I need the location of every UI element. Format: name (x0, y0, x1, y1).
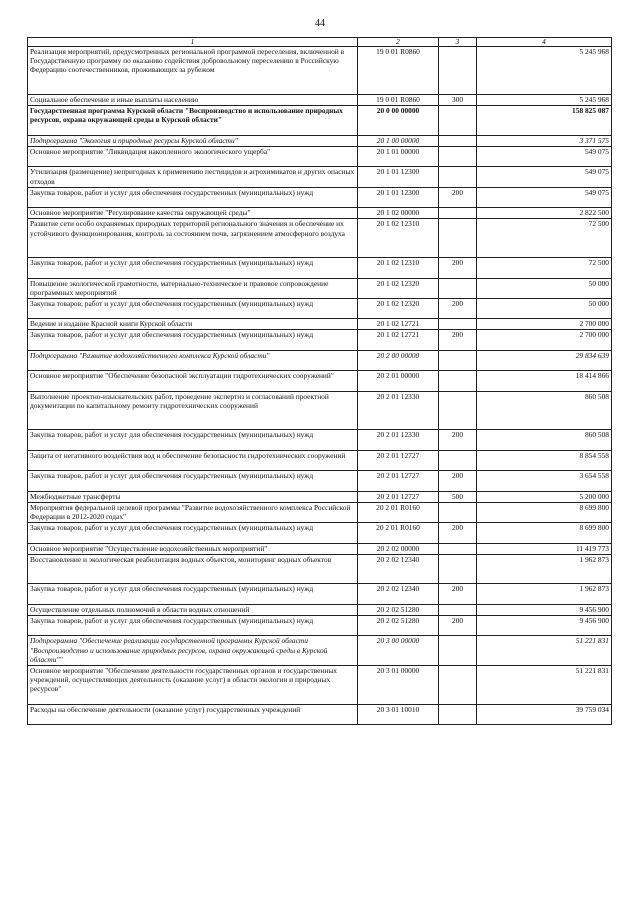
header-code: 2 (358, 38, 439, 47)
row-kind-cell (439, 604, 477, 615)
table-row (28, 502, 612, 522)
row-name-cell: Расходы на обеспечение деятельности (оказание услуг) государственных учреждений (28, 704, 358, 724)
row-sum-cell: 3 371 575 (477, 135, 612, 146)
table-row (28, 391, 612, 430)
row-code-cell: 20 3 01 00000 (358, 665, 439, 704)
row-code-cell: 20 2 01 R0160 (358, 502, 439, 522)
row-code-cell: 20 2 01 00000 (358, 371, 439, 391)
table-header-row (28, 38, 612, 47)
table-row (28, 371, 612, 391)
table-row (28, 491, 612, 502)
table-row (28, 146, 612, 166)
row-sum-cell: 8 699 800 (477, 502, 612, 522)
row-sum-cell: 51 221 831 (477, 636, 612, 666)
row-sum-cell: 5 200 000 (477, 491, 612, 502)
row-name-cell: Закупка товаров, работ и услуг для обеспечения государственных (муниципальных) нужд (28, 298, 358, 318)
row-code-cell: 19 0 01 R0860 (358, 47, 439, 95)
row-kind-cell (439, 106, 477, 136)
row-code-cell: 20 2 01 12330 (358, 430, 439, 450)
table-row (28, 208, 612, 219)
header-name: 1 (28, 38, 358, 47)
row-sum-cell: 860 508 (477, 430, 612, 450)
row-kind-cell (439, 636, 477, 666)
row-sum-cell: 2 700 000 (477, 319, 612, 330)
row-sum-cell: 549 075 (477, 187, 612, 207)
table-row (28, 604, 612, 615)
row-kind-cell: 200 (439, 615, 477, 635)
row-name-cell: Повышение экологической грамотности, материально-техническое и правовое сопровождение программных мероприятий (28, 278, 358, 298)
row-name-cell: Подпрограмма "Развитие водохозяйственного комплекса Курской области" (28, 350, 358, 370)
row-kind-cell: 200 (439, 471, 477, 491)
row-name-cell: Закупка товаров, работ и услуг для обеспечения государственных (муниципальных) нужд (28, 430, 358, 450)
row-kind-cell: 200 (439, 258, 477, 278)
row-name-cell: Восстановление и экологическая реабилитация водных объектов, мониторинг водных объектов (28, 554, 358, 584)
row-code-cell: 20 1 02 00000 (358, 208, 439, 219)
row-name-cell: Закупка товаров, работ и услуг для обеспечения государственных (муниципальных) нужд (28, 615, 358, 635)
row-name-cell: Ведение и издание Красной книги Курской области (28, 319, 358, 330)
row-kind-cell (439, 371, 477, 391)
row-code-cell: 20 1 00 00000 (358, 135, 439, 146)
row-name-cell: Закупка товаров, работ и услуг для обеспечения государственных (муниципальных) нужд (28, 330, 358, 350)
row-sum-cell: 1 962 873 (477, 584, 612, 604)
row-sum-cell: 39 759 034 (477, 704, 612, 724)
row-sum-cell: 860 508 (477, 391, 612, 430)
row-code-cell: 20 2 01 12727 (358, 491, 439, 502)
row-code-cell: 20 3 00 00000 (358, 636, 439, 666)
row-name-cell: Государственная программа Курской области "Воспроизводство и использование природных ресурсов, охрана окружающей среды в Курской области" (28, 106, 358, 136)
budget-table (27, 37, 612, 725)
row-name-cell: Межбюджетные трансферты (28, 491, 358, 502)
row-code-cell: 20 2 01 R0160 (358, 523, 439, 543)
row-kind-cell: 300 (439, 95, 477, 106)
table-row (28, 167, 612, 187)
row-name-cell: Развитие сети особо охраняемых природных территорий регионального значения и обеспечение их устойчивого функционирования, контроль за состоянием почв, загрязнением атмосферного воздуха (28, 219, 358, 258)
table-row (28, 258, 612, 278)
row-kind-cell: 500 (439, 491, 477, 502)
row-code-cell: 20 1 02 12721 (358, 319, 439, 330)
row-name-cell: Основное мероприятие "Регулирование качества окружающей среды" (28, 208, 358, 219)
table-row (28, 135, 612, 146)
row-name-cell: Социальное обеспечение и иные выплаты населению (28, 95, 358, 106)
row-code-cell: 20 2 02 12340 (358, 554, 439, 584)
row-code-cell: 20 2 02 51280 (358, 615, 439, 635)
row-code-cell: 20 2 02 00000 (358, 543, 439, 554)
row-kind-cell: 200 (439, 187, 477, 207)
header-sum: 4 (477, 38, 612, 47)
row-kind-cell (439, 146, 477, 166)
table-row (28, 636, 612, 666)
row-sum-cell: 5 245 968 (477, 47, 612, 95)
table-row (28, 350, 612, 370)
row-kind-cell (439, 350, 477, 370)
row-kind-cell (439, 450, 477, 470)
row-sum-cell: 549 075 (477, 146, 612, 166)
row-code-cell: 19 0 01 R0860 (358, 95, 439, 106)
row-code-cell: 20 2 00 00000 (358, 350, 439, 370)
table-row (28, 278, 612, 298)
row-name-cell: Защита от негативного воздействия вод и обеспечение безопасности гидротехнических сооружений (28, 450, 358, 470)
row-name-cell: Закупка товаров, работ и услуг для обеспечения государственных (муниципальных) нужд (28, 584, 358, 604)
table-row (28, 704, 612, 724)
row-code-cell: 20 2 02 12340 (358, 584, 439, 604)
row-sum-cell: 2 822 500 (477, 208, 612, 219)
row-code-cell: 20 1 01 00000 (358, 146, 439, 166)
row-sum-cell: 9 456 900 (477, 604, 612, 615)
row-code-cell: 20 1 01 12300 (358, 187, 439, 207)
row-kind-cell (439, 665, 477, 704)
row-sum-cell: 8 699 800 (477, 523, 612, 543)
row-kind-cell (439, 208, 477, 219)
table-row (28, 554, 612, 584)
row-kind-cell (439, 502, 477, 522)
row-sum-cell: 3 654 558 (477, 471, 612, 491)
row-sum-cell: 9 456 900 (477, 615, 612, 635)
table-row (28, 584, 612, 604)
row-name-cell: Подпрограмма "Обеспечение реализации государственной программы Курской области "Воспроизводство и использование природных ресурсов, охрана окружающей среды в Курской области"" (28, 636, 358, 666)
table-row (28, 543, 612, 554)
row-kind-cell (439, 391, 477, 430)
row-kind-cell: 200 (439, 430, 477, 450)
row-sum-cell: 158 825 087 (477, 106, 612, 136)
table-row (28, 319, 612, 330)
table-row (28, 615, 612, 635)
row-sum-cell: 50 000 (477, 298, 612, 318)
row-code-cell: 20 2 01 12330 (358, 391, 439, 430)
row-code-cell: 20 1 02 12320 (358, 298, 439, 318)
page-number: 44 (315, 18, 325, 29)
row-kind-cell (439, 219, 477, 258)
row-sum-cell: 50 000 (477, 278, 612, 298)
row-code-cell: 20 2 01 12727 (358, 450, 439, 470)
row-code-cell: 20 1 02 12310 (358, 219, 439, 258)
row-code-cell: 20 0 00 00000 (358, 106, 439, 136)
row-sum-cell: 5 245 968 (477, 95, 612, 106)
table-row (28, 298, 612, 318)
row-kind-cell (439, 543, 477, 554)
table-row (28, 450, 612, 470)
row-name-cell: Мероприятия федеральной целевой программы "Развитие водохозяйственного комплекса Российской Федерации в 2012-2020 годах" (28, 502, 358, 522)
header-kind: 3 (439, 38, 477, 47)
table-row (28, 106, 612, 136)
row-kind-cell: 200 (439, 330, 477, 350)
row-sum-cell: 18 414 866 (477, 371, 612, 391)
row-name-cell: Закупка товаров, работ и услуг для обеспечения государственных (муниципальных) нужд (28, 258, 358, 278)
row-code-cell: 20 2 02 51280 (358, 604, 439, 615)
table-row (28, 665, 612, 704)
table-row (28, 330, 612, 350)
table-row (28, 430, 612, 450)
row-code-cell: 20 1 01 12300 (358, 167, 439, 187)
table-row (28, 187, 612, 207)
row-code-cell: 20 1 02 12310 (358, 258, 439, 278)
row-name-cell: Утилизация (размещение) непригодных к применению пестицидов и агрохимикатов и других опасных отходов (28, 167, 358, 187)
row-name-cell: Закупка товаров, работ и услуг для обеспечения государственных (муниципальных) нужд (28, 471, 358, 491)
row-code-cell: 20 1 02 12320 (358, 278, 439, 298)
row-kind-cell (439, 554, 477, 584)
row-code-cell: 20 1 02 12721 (358, 330, 439, 350)
row-name-cell: Закупка товаров, работ и услуг для обеспечения государственных (муниципальных) нужд (28, 523, 358, 543)
row-kind-cell (439, 167, 477, 187)
row-sum-cell: 72 500 (477, 219, 612, 258)
row-sum-cell: 8 854 558 (477, 450, 612, 470)
row-sum-cell: 1 962 873 (477, 554, 612, 584)
row-sum-cell: 29 834 639 (477, 350, 612, 370)
row-name-cell: Закупка товаров, работ и услуг для обеспечения государственных (муниципальных) нужд (28, 187, 358, 207)
table-row (28, 219, 612, 258)
table-row (28, 47, 612, 95)
row-kind-cell (439, 319, 477, 330)
row-name-cell: Реализация мероприятий, предусмотренных региональной программой переселения, включенной в Государственную программу по оказанию содействия добровольному переселению в Российскую Федерацию соотечественников, проживающих за рубежом (28, 47, 358, 95)
row-kind-cell: 200 (439, 523, 477, 543)
row-kind-cell (439, 704, 477, 724)
row-kind-cell (439, 47, 477, 95)
table-row (28, 471, 612, 491)
row-sum-cell: 549 075 (477, 167, 612, 187)
row-kind-cell: 200 (439, 298, 477, 318)
row-code-cell: 20 2 01 12727 (358, 471, 439, 491)
table-row (28, 523, 612, 543)
row-sum-cell: 51 221 831 (477, 665, 612, 704)
row-name-cell: Основное мероприятие "Ликвидация накопленного экологического ущерба" (28, 146, 358, 166)
row-name-cell: Выполнение проектно-изыскательских работ, проведение экспертиз и согласований проектной документации по капитальному ремонту гидротехнических сооружений (28, 391, 358, 430)
row-sum-cell: 72 500 (477, 258, 612, 278)
row-kind-cell (439, 278, 477, 298)
row-kind-cell: 200 (439, 584, 477, 604)
table-row (28, 95, 612, 106)
row-sum-cell: 11 419 773 (477, 543, 612, 554)
row-kind-cell (439, 135, 477, 146)
row-name-cell: Основное мероприятие "Обеспечение безопасной эксплуатации гидротехнических сооружений" (28, 371, 358, 391)
row-name-cell: Осуществление отдельных полномочий в области водных отношений (28, 604, 358, 615)
row-name-cell: Основное мероприятие "Осуществление водохозяйственных мероприятий" (28, 543, 358, 554)
row-code-cell: 20 3 01 10010 (358, 704, 439, 724)
row-sum-cell: 2 700 000 (477, 330, 612, 350)
row-name-cell: Основное мероприятие "Обеспечение деятельности государственных органов и государственных учреждений, осуществляющих деятельность (оказание услуг) в области экологии и природных ресурсов" (28, 665, 358, 704)
row-name-cell: Подпрограмма "Экология и природные ресурсы Курской области" (28, 135, 358, 146)
